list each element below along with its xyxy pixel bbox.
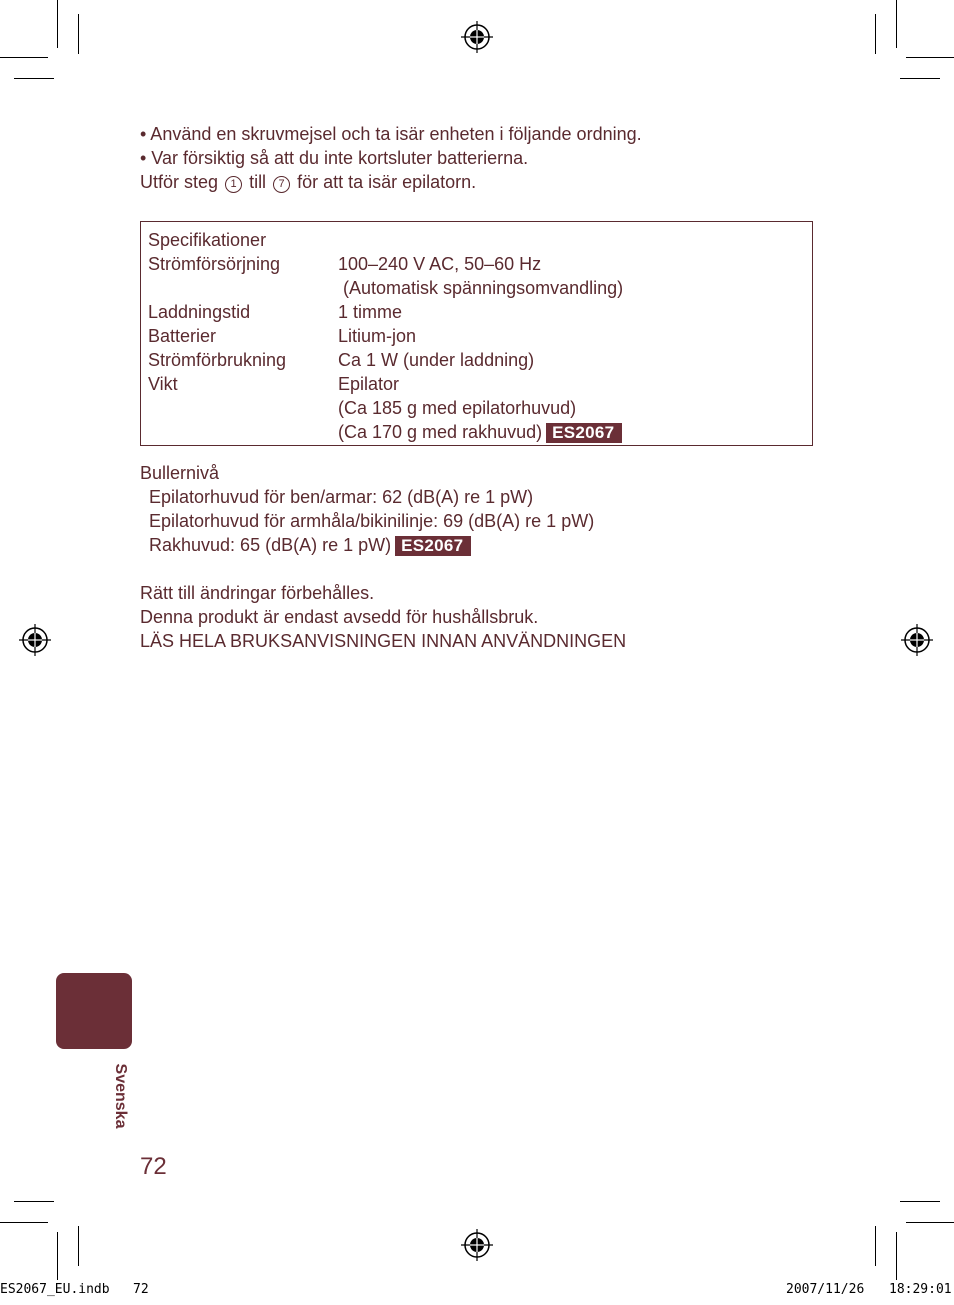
noise-line: Epilatorhuvud för ben/armar: 62 (dB(A) re 1 pW) [149,487,534,507]
spec-label: Batterier [148,326,217,346]
spec-value: 1 timme [338,302,403,322]
registration-mark-icon [900,623,934,657]
model-badge: ES2067 [395,536,471,556]
registration-mark-icon [18,623,52,657]
spec-value: (Ca 170 g med rakhuvud) [338,422,543,442]
spec-value: Ca 1 W (under laddning) [338,350,535,370]
spec-value: (Automatisk spänningsomvandling) [338,278,624,298]
noise-line: Epilatorhuvud för armhåla/bikinilinje: 69 (dB(A) re 1 pW) [149,511,595,531]
step-end-circle: 7 [273,176,290,193]
registration-mark-icon [460,1228,494,1262]
footer-date: 2007/11/26 [786,1282,865,1297]
registration-mark-icon [460,20,494,54]
intro-steps-text: Utför steg [140,172,219,192]
spec-value: Epilator [338,374,400,394]
intro-steps-line [140,170,476,194]
spec-value-with-badge [338,420,622,444]
spec-label: Strömförbrukning [148,350,287,370]
footer-time: 18:29:01 [889,1282,952,1297]
intro-steps-text: för att ta isär epilatorn. [297,172,477,192]
spec-label: Laddningstid [148,302,251,322]
spec-value: Litium-jon [338,326,417,346]
page-number: 72 [140,1153,167,1180]
noise-line: Rakhuvud: 65 (dB(A) re 1 pW) [149,535,392,555]
model-badge: ES2067 [546,423,622,443]
noise-line-with-badge [149,533,471,557]
intro-line: • Var försiktig så att du inte kortsluter batterierna. [140,148,529,168]
note-line: Rätt till ändringar förbehålles. [140,583,375,603]
spec-label: Strömförsörjning [148,254,281,274]
intro-steps-text: till [249,172,267,192]
language-label: Svenska [112,1063,129,1129]
footer-file: ES2067_EU.indb 72 [0,1282,149,1297]
spec-value: (Ca 185 g med epilatorhuvud) [338,398,577,418]
spec-label: Vikt [148,374,178,394]
specifications-heading: Specifikationer [148,230,267,250]
step-start-circle: 1 [225,176,242,193]
note-line: Denna produkt är endast avsedd för hushållsbruk. [140,607,539,627]
note-line: LÄS HELA BRUKSANVISNINGEN INNAN ANVÄNDNINGEN [140,631,627,651]
noise-heading: Bullernivå [140,463,220,483]
spec-value: 100–240 V AC, 50–60 Hz [338,254,542,274]
intro-line: • Använd en skruvmejsel och ta isär enheten i följande ordning. [140,124,642,144]
